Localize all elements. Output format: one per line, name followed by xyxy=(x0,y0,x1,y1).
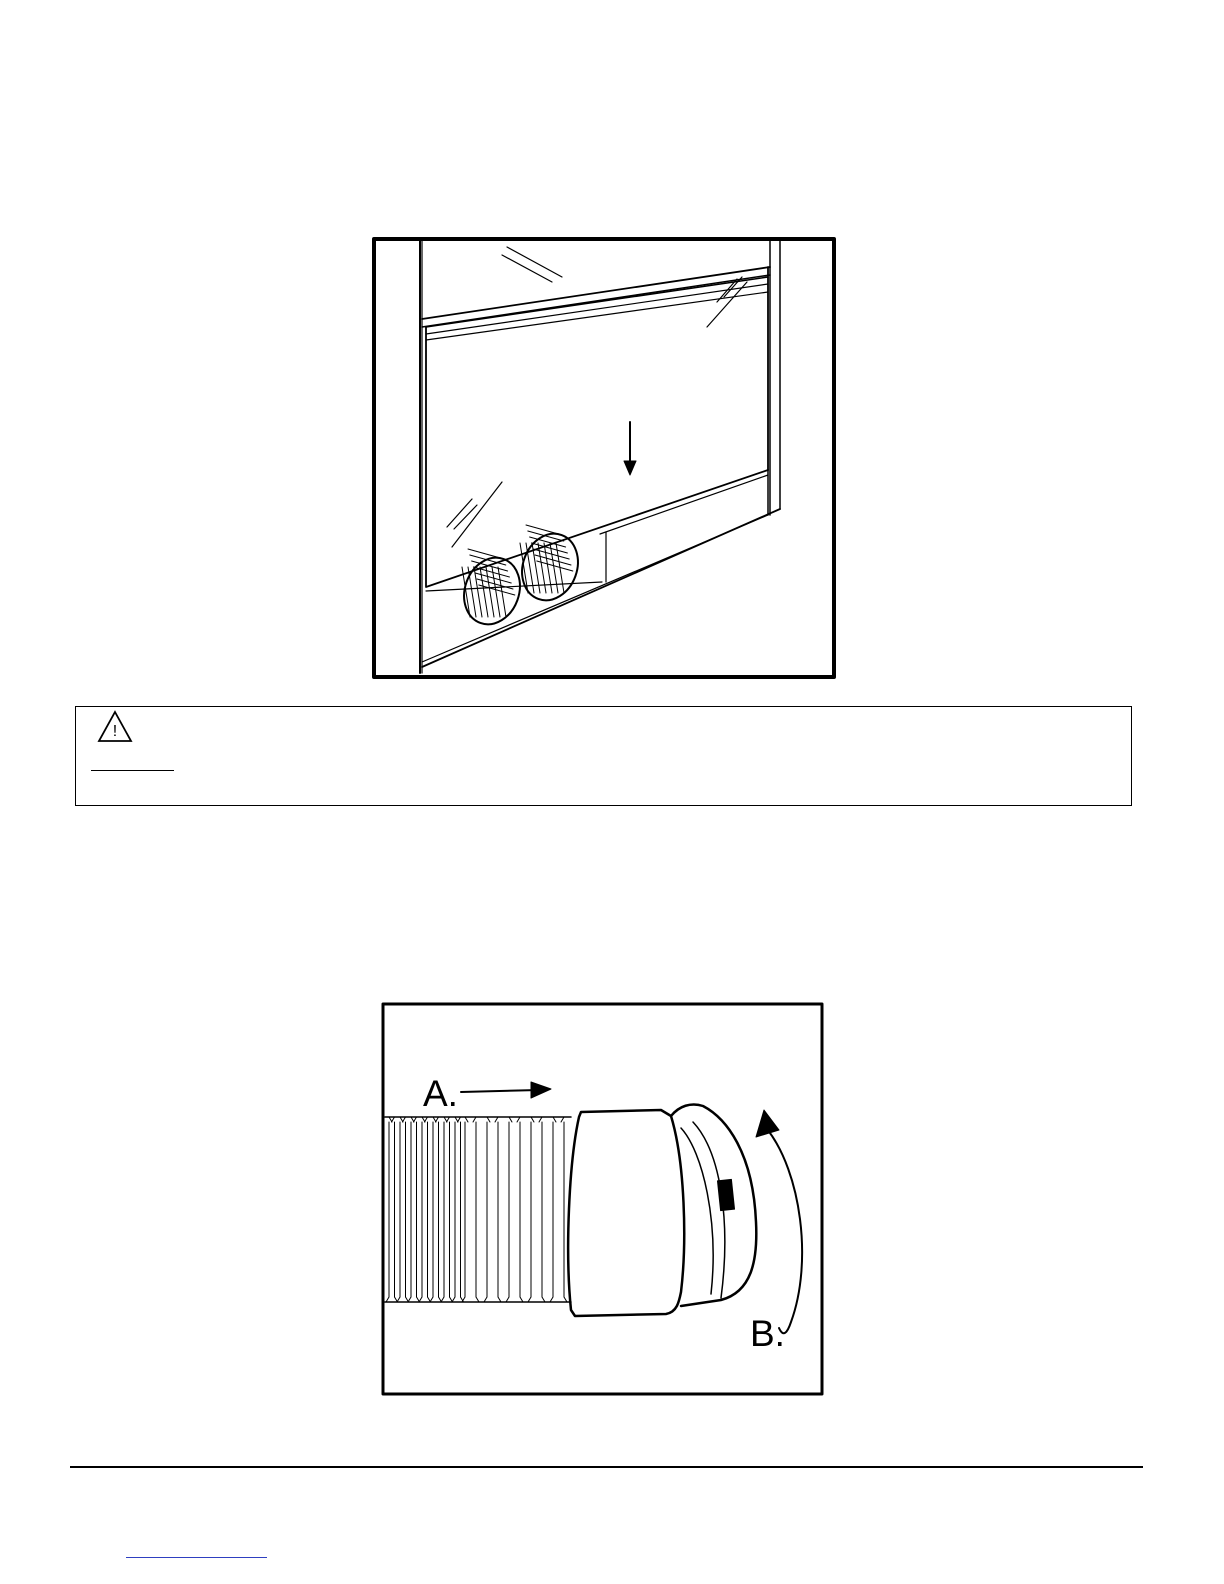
warning-triangle-icon xyxy=(97,710,133,744)
footer-rule xyxy=(70,1466,1143,1468)
label-a: A. xyxy=(423,1073,458,1114)
footer-link-underline[interactable] xyxy=(126,1557,267,1558)
warning-box xyxy=(75,706,1132,806)
figure-hose-adapter xyxy=(381,1002,824,1396)
warning-underline xyxy=(91,770,174,771)
figure-window-installation xyxy=(372,237,836,679)
svg-text:!: ! xyxy=(112,723,118,740)
label-b: B. xyxy=(750,1313,785,1354)
